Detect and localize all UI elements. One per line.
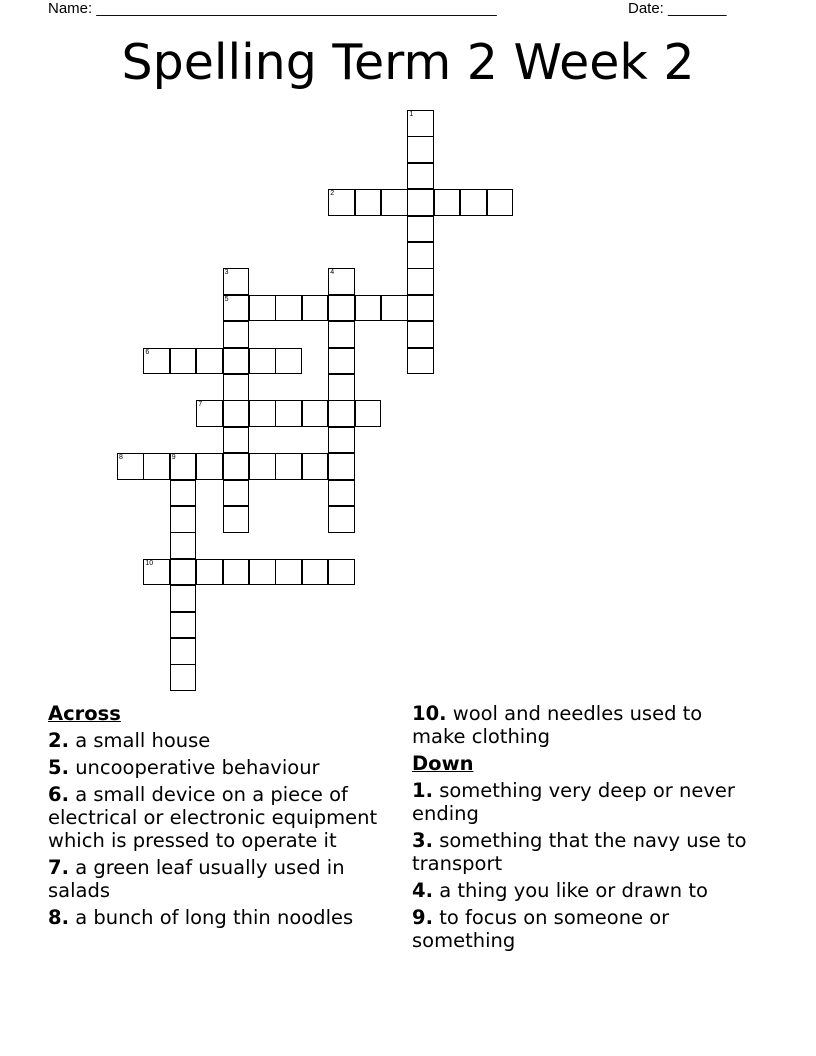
crossword-cell[interactable] [460,189,487,216]
crossword-cell[interactable] [170,532,197,559]
across-clue-8: 8. a bunch of long thin noodles [48,906,354,929]
crossword-cell[interactable] [328,374,355,401]
crossword-cell[interactable] [407,321,434,348]
crossword-cell[interactable] [381,295,408,322]
crossword-cell[interactable] [407,136,434,163]
across-clue-6: 6. a small device on a piece of electrical or electronic equipment which is pressed to operate it [48,783,378,852]
crossword-cell[interactable] [302,400,329,427]
crossword-cell[interactable] [170,506,197,533]
crossword-cell[interactable] [223,295,250,322]
cell-number: 2 [330,190,335,198]
crossword-cell[interactable] [407,242,434,269]
crossword-cell[interactable] [143,348,170,375]
crossword-cell[interactable] [328,268,355,295]
crossword-cell[interactable] [170,664,197,691]
crossword-cell[interactable] [223,321,250,348]
across-heading: Across [48,702,121,725]
across-clue-5: 5. uncooperative behaviour [48,756,320,779]
crossword-cell[interactable] [170,612,197,639]
crossword-cell[interactable] [328,506,355,533]
cell-number: 7 [198,401,203,409]
crossword-cell[interactable] [143,453,170,480]
crossword-cell[interactable] [223,268,250,295]
crossword-cell[interactable] [275,453,302,480]
crossword-cell[interactable] [355,189,382,216]
crossword-cell[interactable] [407,348,434,375]
cell-number: 10 [145,559,154,567]
crossword-cell[interactable] [328,559,355,586]
crossword-cell[interactable] [249,295,276,322]
across-clue-2: 2. a small house [48,729,211,752]
down-clue-4: 4. a thing you like or drawn to [412,879,708,902]
crossword-cell[interactable] [170,480,197,507]
crossword-cell[interactable] [249,400,276,427]
cell-number: 8 [119,454,123,462]
cell-number: 4 [330,269,335,277]
crossword-cell[interactable] [275,348,302,375]
crossword-cell[interactable] [249,453,276,480]
crossword-cell[interactable] [170,585,197,612]
name-field-label: Name: ________________________________________________ [48,0,497,17]
crossword-cell[interactable] [196,400,223,427]
page-title: Spelling Term 2 Week 2 [121,34,695,91]
crossword-cell[interactable] [407,110,434,137]
down-heading: Down [412,752,474,775]
crossword-cell[interactable] [170,638,197,665]
crossword-cell[interactable] [381,189,408,216]
cell-number: 1 [409,111,414,118]
crossword-cell[interactable] [223,506,250,533]
crossword-cell[interactable] [407,189,434,216]
crossword-cell[interactable] [302,453,329,480]
crossword-cell[interactable] [196,453,223,480]
clues-right-column [412,702,752,956]
crossword-cell[interactable] [223,400,250,427]
crossword-cell[interactable] [249,559,276,586]
crossword-cell[interactable] [328,189,355,216]
crossword-cell[interactable] [170,453,197,480]
crossword-cell[interactable] [407,295,434,322]
across-clue-10: 10. wool and needles used to make clothing [412,702,703,748]
crossword-cell[interactable] [275,400,302,427]
crossword-cell[interactable] [223,374,250,401]
crossword-cell[interactable] [302,559,329,586]
crossword-cell[interactable] [223,453,250,480]
crossword-cell[interactable] [328,321,355,348]
down-clue-9: 9. to focus on someone or something [412,906,670,952]
crossword-cell[interactable] [223,427,250,454]
crossword-cell[interactable] [487,189,514,216]
cell-number: 6 [145,348,150,356]
crossword-cell[interactable] [249,348,276,375]
crossword-cell[interactable] [170,559,197,586]
crossword-cell[interactable] [328,453,355,480]
crossword-cell[interactable] [223,480,250,507]
crossword-cell[interactable] [328,348,355,375]
crossword-cell[interactable] [196,348,223,375]
across-clue-7: 7. a green leaf usually used in salads [48,856,345,902]
cell-number: 9 [171,454,176,462]
crossword-cell[interactable] [407,163,434,190]
crossword-cell[interactable] [302,295,329,322]
crossword-cell[interactable] [223,348,250,375]
crossword-cell[interactable] [328,400,355,427]
crossword-cell[interactable] [355,400,382,427]
cell-number: 3 [224,269,229,277]
crossword-cell[interactable] [407,268,434,295]
crossword-cell[interactable] [407,216,434,243]
crossword-cell[interactable] [434,189,461,216]
crossword-cell[interactable] [170,348,197,375]
crossword-cell[interactable] [275,559,302,586]
crossword-cell[interactable] [223,559,250,586]
crossword-cell[interactable] [328,295,355,322]
crossword-cell[interactable] [117,453,144,480]
crossword-cell[interactable] [275,295,302,322]
date-field-label: Date: _______ [628,0,727,17]
crossword-cell[interactable] [355,295,382,322]
crossword-cell[interactable] [196,559,223,586]
clues-left-column [48,702,388,933]
down-clue-3: 3. something that the navy use to transport [412,829,747,875]
cell-number: 5 [224,295,229,303]
down-clue-1: 1. something very deep or never ending [412,779,735,825]
crossword-cell[interactable] [328,427,355,454]
crossword-cell[interactable] [143,559,170,586]
crossword-cell[interactable] [328,480,355,507]
